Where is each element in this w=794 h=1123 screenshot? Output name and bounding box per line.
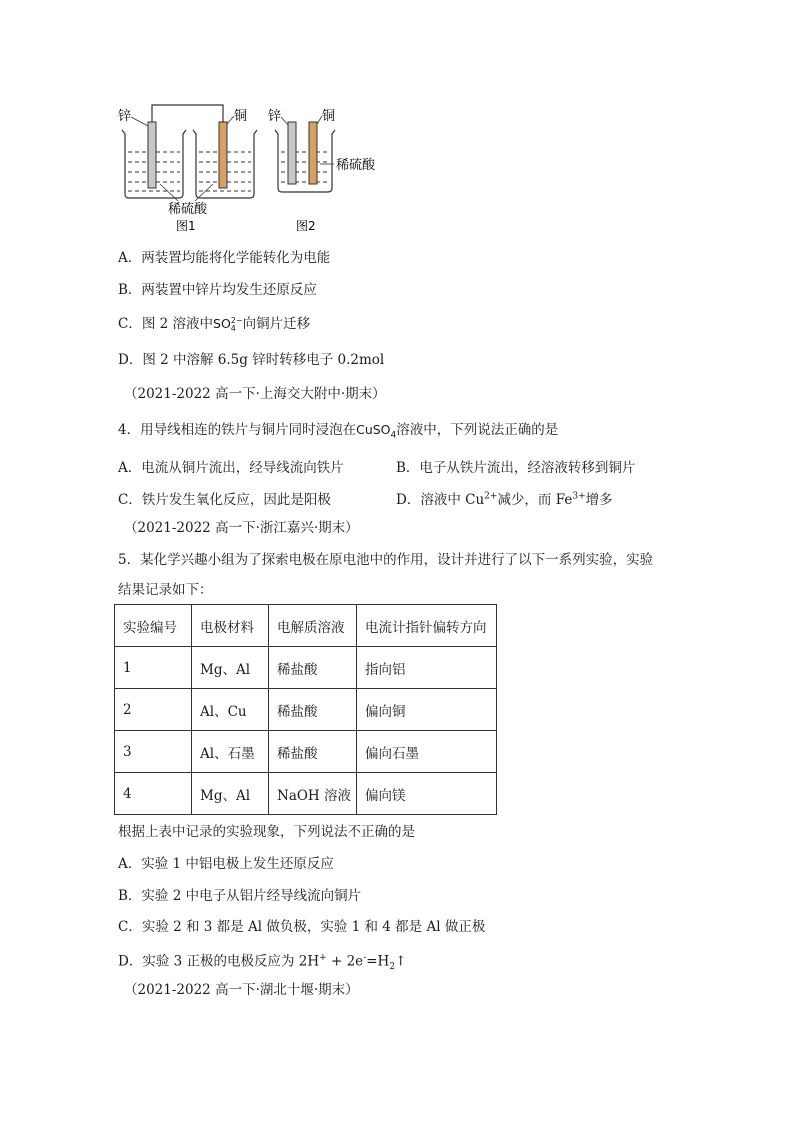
q3-source: （2021-2022 高一下·上海交大附中·期末） bbox=[124, 386, 386, 402]
q3-option-c[interactable]: C．图 2 溶液中SO 2− 4 向铜片迁移 bbox=[118, 315, 311, 333]
q4-stem: 4．用导线相连的铁片与铜片同时浸泡在CuSO$_4$溶液中，下列说法正确的是 bbox=[118, 422, 559, 441]
fig1-copper-label: 铜 bbox=[234, 109, 248, 124]
beaker-fig2 bbox=[275, 130, 335, 192]
table-cell: 稀盐酸 bbox=[269, 689, 357, 731]
sulfate-ion: SO 2− 4 bbox=[213, 315, 243, 333]
q4-option-d[interactable]: D．溶液中 $Cu^{2+}$减少，而 $Fe^{3+}$增多 bbox=[396, 491, 613, 508]
q3-option-d[interactable]: D．图 2 中溶解 6.5g 锌时转移电子 0.2mol bbox=[118, 352, 385, 368]
fig2-caption: 图2 bbox=[296, 219, 316, 233]
copper-electrode-fig2 bbox=[309, 122, 317, 184]
q5-source: （2021-2022 高一下·湖北十堰·期末） bbox=[124, 982, 359, 998]
q4-option-a[interactable]: A．电流从铜片流出，经导线流向铁片 bbox=[118, 460, 344, 476]
fig2-zinc-label: 锌 bbox=[268, 109, 282, 124]
connecting-wire bbox=[152, 105, 223, 122]
figure-2 bbox=[268, 108, 376, 233]
table-row bbox=[115, 689, 497, 731]
q3-option-a[interactable]: A．两装置均能将化学能转化为电能 bbox=[118, 250, 331, 266]
table-cell: 指向铝 bbox=[357, 647, 497, 689]
fig1-acid-label: 稀硫酸 bbox=[168, 202, 208, 217]
table-cell: 4 bbox=[115, 773, 192, 815]
table-cell: 稀盐酸 bbox=[269, 731, 357, 773]
table-cell: NaOH 溶液 bbox=[269, 773, 357, 815]
table-cell: 2 bbox=[115, 689, 192, 731]
fig1-caption: 图1 bbox=[176, 219, 196, 233]
table-cell: Mg、Al bbox=[192, 647, 269, 689]
q5-question: 根据上表中记录的实验现象，下列说法不正确的是 bbox=[118, 824, 415, 840]
q5-option-c[interactable]: C．实验 2 和 3 都是 Al 做负极，实验 1 和 4 都是 Al 做正极 bbox=[118, 919, 486, 935]
table-row bbox=[115, 773, 497, 815]
fig1-zinc-label: 锌 bbox=[118, 109, 132, 124]
table-header-row bbox=[115, 605, 497, 647]
zinc-electrode-fig2 bbox=[288, 122, 296, 184]
q4-option-b[interactable]: B．电子从铁片流出，经溶液转移到铜片 bbox=[396, 460, 636, 476]
q5-option-b[interactable]: B．实验 2 中电子从铝片经导线流向铜片 bbox=[118, 888, 362, 904]
q5-option-d[interactable]: D．实验 3 正极的电极反应为 $2H^+ + 2e^-=H_2↑$ bbox=[118, 953, 407, 973]
table-cell: 1 bbox=[115, 647, 192, 689]
table-header: 电极材料 bbox=[192, 605, 269, 647]
table-cell: Al、Cu bbox=[192, 689, 269, 731]
galvanic-cell-figure bbox=[112, 100, 392, 235]
q5-stem-line2: 结果记录如下： bbox=[118, 582, 213, 598]
fig2-copper-label: 铜 bbox=[322, 109, 336, 124]
table-header: 实验编号 bbox=[115, 605, 192, 647]
table-cell: 稀盐酸 bbox=[269, 647, 357, 689]
table-cell: 偏向铜 bbox=[357, 689, 497, 731]
q5-option-a[interactable]: A．实验 1 中铝电极上发生还原反应 bbox=[118, 856, 334, 872]
q5-stem-line1: 5．某化学兴趣小组为了探索电极在原电池中的作用，设计并进行了以下一系列实验，实验 bbox=[118, 552, 654, 568]
copper-electrode bbox=[219, 122, 227, 188]
figure-1 bbox=[118, 105, 257, 233]
table-cell: 偏向石墨 bbox=[357, 731, 497, 773]
table-header: 电解质溶液 bbox=[269, 605, 357, 647]
table-cell: Al、石墨 bbox=[192, 731, 269, 773]
table-cell: 3 bbox=[115, 731, 192, 773]
experiment-table bbox=[114, 604, 497, 815]
fig2-acid-label: 稀硫酸 bbox=[336, 158, 376, 173]
table-cell: 偏向镁 bbox=[357, 773, 497, 815]
table-row bbox=[115, 647, 497, 689]
table-row bbox=[115, 731, 497, 773]
zinc-electrode bbox=[148, 122, 156, 188]
table-header: 电流计指针偏转方向 bbox=[357, 605, 497, 647]
q4-source: （2021-2022 高一下·浙江嘉兴·期末） bbox=[124, 520, 359, 536]
q4-option-c[interactable]: C．铁片发生氧化反应，因此是阳极 bbox=[118, 492, 331, 508]
q3-option-b[interactable]: B．两装置中锌片均发生还原反应 bbox=[118, 282, 317, 298]
table-cell: Mg、Al bbox=[192, 773, 269, 815]
